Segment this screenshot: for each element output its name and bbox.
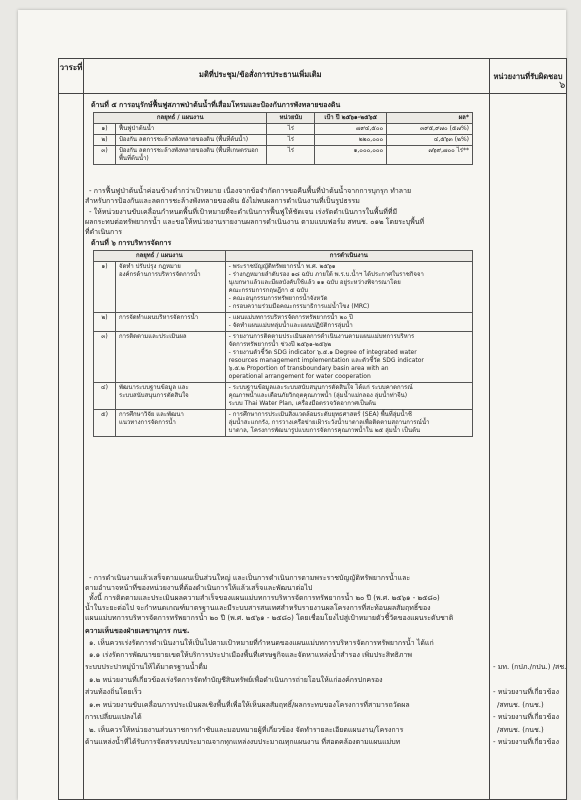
row-no: ๓) xyxy=(94,146,116,165)
opinion-line: ๑. เห็นควรเร่งรัดการดำเนินงานให้เป็นไปตามเป้าหมายที่กำหนดของแผนแม่บทการบริหารจัดการทรัพยากรน้ำ ได้แก่ xyxy=(89,639,434,647)
opinion-line: ๑.๒ หน่วยงานที่เกี่ยวข้องเร่งรัดการจัดทำบัญชีสินทรัพย์เพื่อดำเนินการถ่ายโอนให้แก่องค์กรปกครอง xyxy=(89,676,383,684)
row-item: ระบบ Thai Water Plan, เครื่องมือตรวจวัดอากาศเป็นต้น xyxy=(228,400,376,407)
row-item: คุณภาพน้ำและเตือนภัยวิกฤตคุณภาพน้ำ (ลุ่มน้ำแม่กลอง ลุ่มน้ำท่าจีน) xyxy=(228,392,408,399)
row-no: ๕) xyxy=(94,410,116,437)
opinion-agency: - หน่วยงานที่เกี่ยวข้อง xyxy=(493,713,560,721)
row-name: ป้องกัน ลดการชะล้างพังทลายของดิน (พื้นที่ต้นน้ำ) xyxy=(115,135,266,146)
table-row xyxy=(94,383,473,410)
column-divider xyxy=(83,59,84,799)
s6-header-strategy: กลยุทธ์ / แผนงาน xyxy=(94,251,226,262)
opinion-agency: /สทนช. (กนช.) xyxy=(497,726,544,734)
s5-note: - การฟื้นฟูป่าต้นน้ำค่อนข้างต่ำกว่าเป้าหมาย เนื่องจากข้อจำกัดการขอคืนพื้นที่ป่าต้นน้ำจากการบุกรุก ทำลาย xyxy=(89,187,412,195)
row-items xyxy=(225,332,472,383)
row-target: ๗๙๔,๕๐๐ xyxy=(315,124,387,135)
opinion-agency: - หน่วยงานที่เกี่ยวข้อง xyxy=(493,738,560,746)
row-result: ๔,๕๖๓ (๒%) xyxy=(387,135,473,146)
row-item: บาดาล, โครงการพัฒนารูปแบบการจัดการคุณภาพน้ำใน ๒๕ ลุ่มน้ำ เป็นต้น xyxy=(228,427,421,434)
opinion-line: ระบบประปาหมู่บ้านให้ได้มาตรฐานน้ำดื่ม xyxy=(85,663,208,671)
table-row xyxy=(94,332,473,383)
row-name-line: ระบบสนับสนุนการตัดสินใจ xyxy=(118,392,189,399)
row-item: - รายงานการติดตามประเมินผลการดำเนินงานตามแผนแม่บทการบริหาร xyxy=(228,333,415,340)
row-name xyxy=(115,332,225,383)
row-item: - ร่างกฎหมายลำดับรอง ๑๘ ฉบับ ภายใต้ พ.ร.บ.น้ำฯ ได้ประกาศในราชกิจจา xyxy=(228,271,424,278)
s5-header-result: ผล* xyxy=(387,113,473,124)
table-row xyxy=(94,262,473,313)
secretariat-opinion-title: ความเห็นของฝ่ายเลขานุการ กนช. xyxy=(85,627,190,635)
row-unit: ไร่ xyxy=(267,146,315,165)
s5-note: ที่ดำเนินการ xyxy=(85,228,122,236)
row-no: ๒) xyxy=(94,313,116,332)
table-row xyxy=(94,146,473,165)
row-no: ๓) xyxy=(94,332,116,383)
s5-header-target: เป้า ปี ๒๕๖๑-๒๕๖๕ xyxy=(315,113,387,124)
row-item: - การศึกษาการประเมินสิ่งแวดล้อมระดับยุทธศาสตร์ (SEA) พื้นที่ลุ่มน้ำชี xyxy=(228,411,412,418)
s6-note: ตามอำนาจหน้าที่ของหน่วยงานที่ต้องดำเนินการให้แล้วเสร็จและพัฒนาต่อไป xyxy=(85,584,313,592)
row-no: ๑) xyxy=(94,124,116,135)
s5-header-strategy: กลยุทธ์ / แผนงาน xyxy=(94,113,267,124)
row-target: ๑,๐๐๐,๐๐๐ xyxy=(315,146,387,165)
minutes-table xyxy=(58,58,567,800)
opinion-line: การเปลี่ยนแปลงได้ xyxy=(85,713,142,721)
opinion-line: ด้านแหล่งน้ำที่ได้รับการจัดสรรงบประมาณจากทุกแหล่งงบประมาณทุกแผนงาน ที่สอดคล้องตามแผนแม่บท xyxy=(85,738,401,746)
row-name: ป้องกัน ลดการชะล้างพังทลายของดิน (พื้นที่เกษตรนอกพื้นที่ต้นน้ำ) xyxy=(115,146,266,165)
row-target: ๒๒๐,๐๐๐ xyxy=(315,135,387,146)
row-name xyxy=(115,262,225,313)
row-item: operational arrangement for water cooperation xyxy=(228,373,371,380)
section5-table xyxy=(93,112,473,165)
row-items xyxy=(225,383,472,410)
row-result: ๓๙๕,๙๗๐ (๕๗%) xyxy=(387,124,473,135)
s5-header-unit: หน่วยนับ xyxy=(267,113,315,124)
row-item: - พระราชบัญญัติทรัพยากรน้ำ พ.ศ. ๒๕๖๑ xyxy=(228,263,336,270)
row-name: ฟื้นฟูป่าต้นน้ำ xyxy=(115,124,266,135)
row-name-line: การติดตามและประเมินผล xyxy=(118,333,187,340)
s6-note: น้ำในระยะต่อไป จะกำหนดเกณฑ์มาตรฐานและมีระบบสารสนเทศสำหรับรายงานผลโครงการที่สะท้อนผลสัมฤทธิ์ของ xyxy=(85,604,431,612)
opinion-line: ๑.๑ เร่งรัดการพัฒนาขยายเขตให้บริการประปาเมืองพื้นที่เศรษฐกิจและจัดหาแหล่งน้ำสำรอง เพิ่มประสิทธิภาพ xyxy=(89,651,413,659)
column-divider xyxy=(489,59,490,799)
s5-note: ผลกระทบต่อทรัพยากรน้ำ และขอให้หน่วยงานรายงานผลการดำเนินงาน ตามแบบฟอร์ม สทนช. ๐๑๒ โดยระบุพื้นที่ xyxy=(85,218,425,226)
opinion-agency: - มท. (กปภ./กปน.) /สช. xyxy=(493,663,567,671)
row-item: คณะกรรมการกฤษฎีกา ๕ ฉบับ xyxy=(228,287,309,294)
header-agenda-no: วาระที่ xyxy=(59,63,83,72)
row-result: ๗๖๙,๗๐๐ ไร่** xyxy=(387,146,473,165)
row-item: จัดการทรัพยากรน้ำ ช่วงปี ๒๕๖๑-๒๕๖๒ xyxy=(228,341,332,348)
opinion-line: ๒. เห็นควรให้หน่วยงานส่วนราชการกำชับและมอบหมายผู้ที่เกี่ยวข้อง จัดทำรายละเอียดแผนงาน/โครงการ xyxy=(89,726,404,734)
section5-title: ด้านที่ ๕ การอนุรักษ์ฟื้นฟูสภาพป่าต้นน้ำที่เสื่อมโทรมและป้องกันการพังทลายของดิน xyxy=(91,101,341,109)
row-item: - ระบบฐานข้อมูลและระบบสนับสนุนการตัดสินใจ ได้แก่ ระบบคาดการณ์ xyxy=(228,384,413,391)
row-name xyxy=(115,383,225,410)
row-name-line: แนวทางการจัดการน้ำ xyxy=(118,419,176,426)
row-item: - จัดทำแผนแม่บทลุ่มน้ำและแผนปฏิบัติการลุ่มน้ำ xyxy=(228,322,353,329)
row-name-line: พัฒนาระบบฐานข้อมูล และ xyxy=(118,384,189,391)
page-number: ๖ xyxy=(559,80,566,91)
row-no: ๒) xyxy=(94,135,116,146)
row-item: - กรอบความร่วมมือคณะกรรมาธิการแม่น้ำโขง (MRC) xyxy=(228,303,370,310)
section6-table xyxy=(93,250,473,437)
opinion-agency: - หน่วยงานที่เกี่ยวข้อง xyxy=(493,688,560,696)
opinion-line: ๑.๓ หน่วยงานขับเคลื่อนการประเมินผลเชิงพื้นที่เพื่อให้เห็นผลสัมฤทธิ์/ผลกระทบของโครงการที่สามารถวัดผล xyxy=(89,701,410,709)
row-name-line: จัดทำ ปรับปรุง กฎหมาย xyxy=(118,263,181,270)
row-name-line: การศึกษาวิจัย และพัฒนา xyxy=(118,411,184,418)
row-unit: ไร่ xyxy=(267,135,315,146)
row-item: นุเบกษาแล้วและมีผลบังคับใช้แล้ว ๑๑ ฉบับ อยู่ระหว่างพิจารณาโดย xyxy=(228,279,401,286)
s6-note: - การดำเนินงานแล้วเสร็จตามแผนเป็นส่วนใหญ่ และเป็นการดำเนินการตามพระราชบัญญัติทรัพยากรน้ำและ xyxy=(89,574,411,582)
table-row xyxy=(94,313,473,332)
row-item: - คณะอนุกรรมการทรัพยากรน้ำจังหวัด xyxy=(228,295,328,302)
row-item: resources management implementation และตัวชี้วัด SDG indicator xyxy=(228,357,424,364)
s6-note: แผนแม่บทการบริหารจัดการทรัพยากรน้ำ ๒๐ ปี (พ.ศ. ๒๕๖๑ - ๒๕๘๐) โดยเชื่อมโยงไปสู่เป้าหมายตัวชี้วัดของแผนระดับชาติ xyxy=(85,614,454,622)
row-item: - รายงานตัวชี้วัด SDG indicator ๖.๕.๑ Degree of integrated water xyxy=(228,349,417,356)
row-items xyxy=(225,313,472,332)
table-row xyxy=(94,124,473,135)
opinion-agency: /สทนช. (กนช.) xyxy=(497,701,544,709)
row-name xyxy=(115,313,225,332)
s5-note: สำหรับการป้องกันและลดการชะล้างพังทลายของดิน ยังไม่พบผลการดำเนินงานที่เป็นรูปธรรม xyxy=(85,197,360,205)
row-name xyxy=(115,410,225,437)
row-item: - แผนแม่บทการบริหารจัดการทรัพยากรน้ำ ๒๐ ปี xyxy=(228,314,353,321)
row-items xyxy=(225,410,472,437)
header-agency: หน่วยงานที่รับผิดชอบ xyxy=(493,72,563,81)
opinion-line: ส่วนท้องถิ่นโดยเร็ว xyxy=(85,688,142,696)
row-no: ๔) xyxy=(94,383,116,410)
row-item: ๖.๕.๒ Proportion of transboundary basin area with an xyxy=(228,365,389,372)
s6-note: ทั้งนี้ การติดตามและประเมินผลความสำเร็จของแผนแม่บทการบริหารจัดการทรัพยากรน้ำ ๒๐ ปี (พ.ศ. ๒๕๖๑ - ๒๕๘๐) xyxy=(89,594,440,602)
header-resolution: มติที่ประชุม/ข้อสั่งการประธานเพิ่มเติม xyxy=(199,70,322,79)
row-name-line: องค์กรด้านการบริหารจัดการน้ำ xyxy=(118,271,201,278)
s5-note: - ให้หน่วยงานขับเคลื่อนกำหนดพื้นที่เป้าหมายที่จะดำเนินการฟื้นฟูให้ชัดเจน เร่งรัดดำเนินการในพื้นที่ที่มี xyxy=(89,208,398,216)
row-no: ๑) xyxy=(94,262,116,313)
table-row xyxy=(94,410,473,437)
row-name-line: การจัดทำแผนบริหารจัดการน้ำ xyxy=(118,314,199,321)
row-items xyxy=(225,262,472,313)
s6-header-action: การดำเนินงาน xyxy=(225,251,472,262)
row-item: ลุ่มน้ำสะแกกรัง, การวางเครือข่ายเฝ้าระวังน้ำบาดาลเพื่อติดตามสถานการณ์น้ำ xyxy=(228,419,430,426)
section6-title: ด้านที่ ๖ การบริหารจัดการ xyxy=(91,239,172,247)
row-unit: ไร่ xyxy=(267,124,315,135)
table-row xyxy=(94,135,473,146)
